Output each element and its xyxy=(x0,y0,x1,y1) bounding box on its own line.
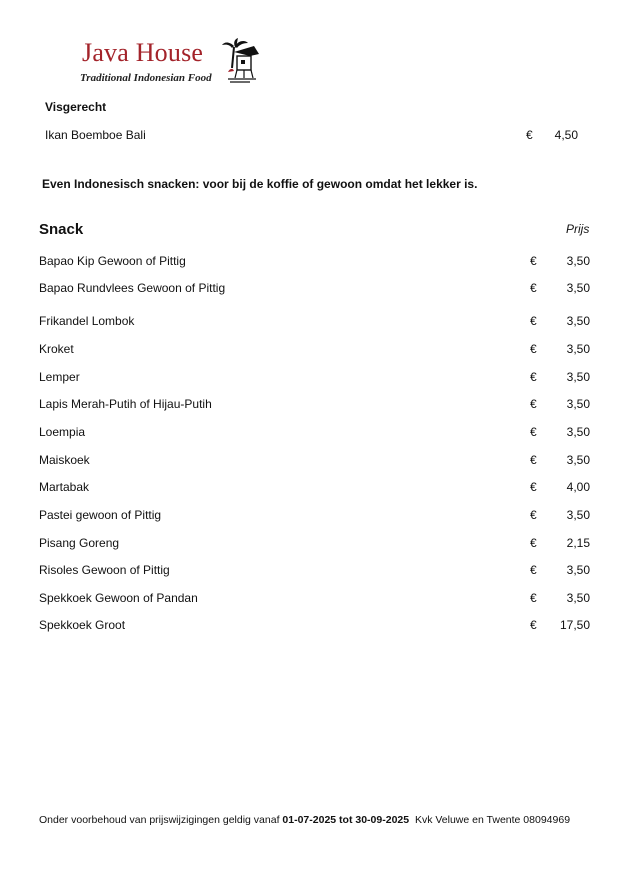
footer-period: 01-07-2025 tot 30-09-2025 xyxy=(282,814,410,826)
currency-symbol: € xyxy=(530,508,537,522)
currency-symbol: € xyxy=(530,314,537,328)
item-price: 4,50 xyxy=(554,128,578,142)
menu-item-row xyxy=(0,254,631,270)
item-name: Pisang Goreng xyxy=(39,536,120,550)
item-price: 3,50 xyxy=(566,254,590,268)
menu-item-row xyxy=(0,508,631,524)
palm-tree-hut-icon xyxy=(220,38,260,84)
menu-item-row xyxy=(0,480,631,496)
logo-title: Java House xyxy=(82,38,204,67)
currency-symbol: € xyxy=(530,480,537,494)
logo-subtitle: Traditional Indonesian Food xyxy=(80,72,212,84)
footer-disclaimer xyxy=(39,814,570,826)
item-name: Bapao Rundvlees Gewoon of Pittig xyxy=(39,281,226,295)
item-name: Spekkoek Gewoon of Pandan xyxy=(39,591,198,605)
menu-item-row xyxy=(0,618,631,634)
item-price: 4,00 xyxy=(566,480,590,494)
currency-symbol: € xyxy=(530,618,537,632)
item-name: Ikan Boemboe Bali xyxy=(45,128,146,142)
item-price: 3,50 xyxy=(566,397,590,411)
menu-item-row xyxy=(0,128,631,144)
item-price: 3,50 xyxy=(566,370,590,384)
item-price: 3,50 xyxy=(566,425,590,439)
menu-item-row xyxy=(0,425,631,441)
item-price: 3,50 xyxy=(566,591,590,605)
currency-symbol: € xyxy=(530,281,537,295)
menu-item-row xyxy=(0,563,631,579)
item-price: 3,50 xyxy=(566,342,590,356)
item-name: Loempia xyxy=(39,425,86,439)
item-price: 3,50 xyxy=(566,563,590,577)
item-price: 3,50 xyxy=(566,314,590,328)
menu-item-row xyxy=(0,397,631,413)
item-price: 3,50 xyxy=(566,281,590,295)
menu-item-row xyxy=(0,370,631,386)
currency-symbol: € xyxy=(530,591,537,605)
footer-kvk: Kvk Veluwe en Twente 08094969 xyxy=(414,814,571,826)
item-price: 3,50 xyxy=(566,453,590,467)
currency-symbol: € xyxy=(530,425,537,439)
item-name: Bapao Kip Gewoon of Pittig xyxy=(39,254,186,268)
item-price: 3,50 xyxy=(566,508,590,522)
price-column-header: Prijs xyxy=(566,222,590,236)
currency-symbol: € xyxy=(530,453,537,467)
item-name: Pastei gewoon of Pittig xyxy=(39,508,162,522)
currency-symbol: € xyxy=(526,128,533,142)
item-name: Martabak xyxy=(39,480,90,494)
menu-item-row xyxy=(0,536,631,552)
item-name: Maiskoek xyxy=(39,453,90,467)
item-name: Risoles Gewoon of Pittig xyxy=(39,563,170,577)
intro-text: Even Indonesisch snacken: voor bij de koffie of gewoon omdat het lekker is. xyxy=(42,177,478,191)
footer-prefix: Onder voorbehoud van prijswijzigingen geldig vanaf xyxy=(39,814,280,826)
currency-symbol: € xyxy=(530,342,537,356)
menu-item-row xyxy=(0,314,631,330)
item-name: Kroket xyxy=(39,342,74,356)
currency-symbol: € xyxy=(530,536,537,550)
item-name: Frikandel Lombok xyxy=(39,314,135,328)
item-name: Lemper xyxy=(39,370,80,384)
item-price: 2,15 xyxy=(566,536,590,550)
currency-symbol: € xyxy=(530,563,537,577)
currency-symbol: € xyxy=(530,254,537,268)
currency-symbol: € xyxy=(530,397,537,411)
menu-item-row xyxy=(0,453,631,469)
fish-section-heading: Visgerecht xyxy=(45,100,107,114)
menu-item-row xyxy=(0,591,631,607)
item-name: Spekkoek Groot xyxy=(39,618,126,632)
menu-item-row xyxy=(0,342,631,358)
currency-symbol: € xyxy=(530,370,537,384)
snack-section-heading: Snack xyxy=(39,221,84,238)
item-name: Lapis Merah-Putih of Hijau-Putih xyxy=(39,397,212,411)
menu-item-row xyxy=(0,281,631,297)
item-price: 17,50 xyxy=(559,618,590,632)
